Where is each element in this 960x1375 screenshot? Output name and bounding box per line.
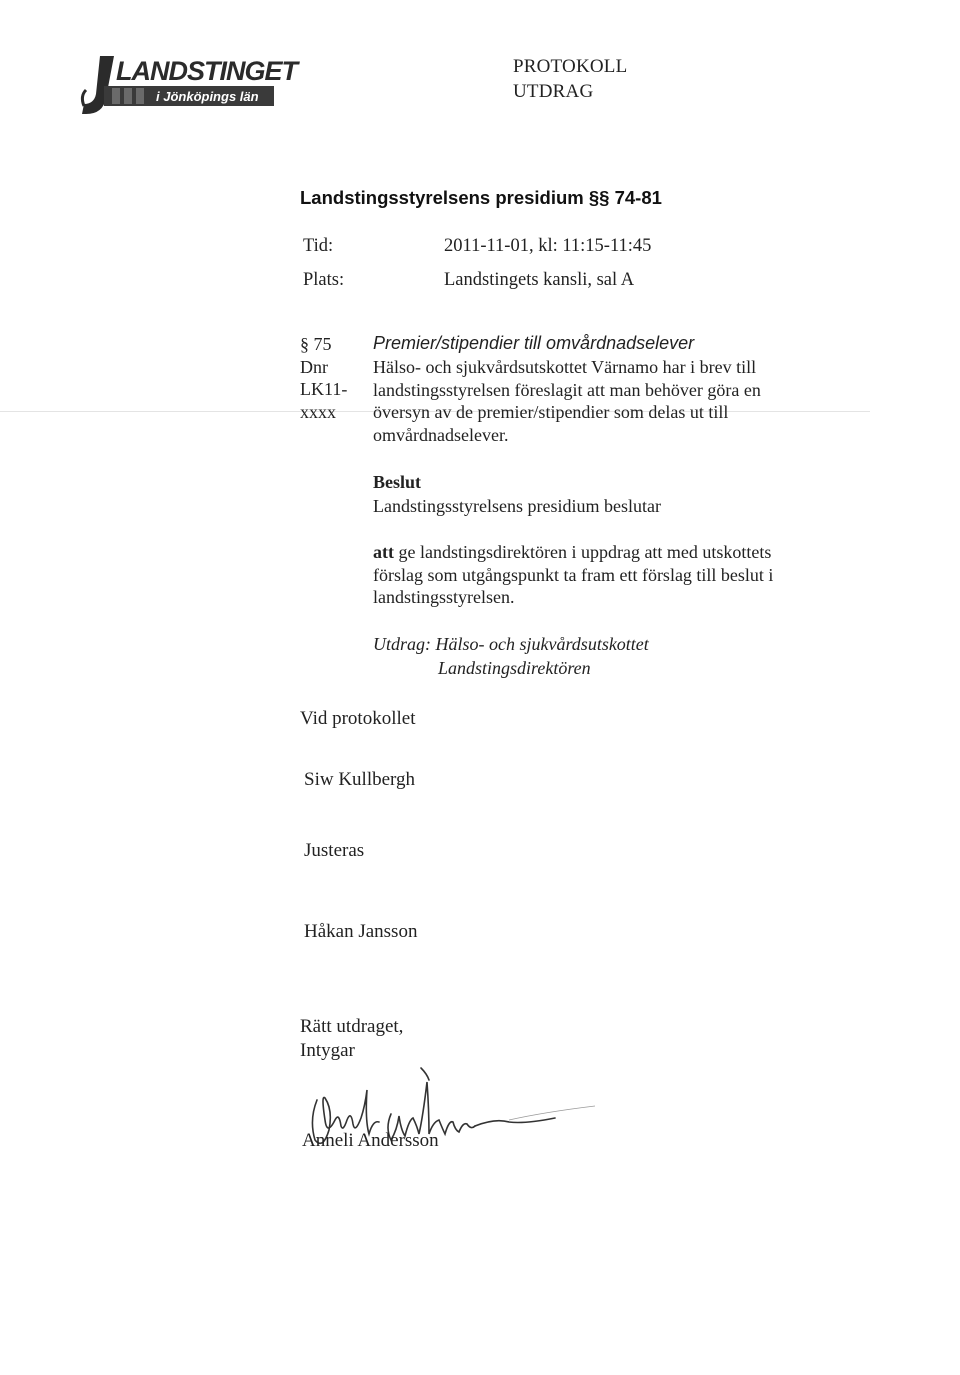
certifier-name: Anneli Andersson xyxy=(302,1130,439,1151)
dnr-number-line1: LK11- xyxy=(300,379,348,399)
item-title: Premier/stipendier till omvårdnadselever xyxy=(373,333,695,353)
item-body-line: omvårdnadselever. xyxy=(373,424,509,445)
dnr-number-line2: xxxx xyxy=(300,402,336,422)
logo-subtitle: i Jönköpings län xyxy=(156,89,259,104)
vid-protokollet-label: Vid protokollet xyxy=(300,708,416,729)
extract-distribution xyxy=(373,632,649,680)
extract-line: Utdrag: Hälso- och sjukvårdsutskottet xyxy=(373,634,649,654)
landstinget-logo xyxy=(76,50,297,120)
item-body xyxy=(373,356,843,446)
paragraph-number: § 75 xyxy=(300,334,332,354)
place-value: Landstingets kansli, sal A xyxy=(444,270,635,290)
item-body-line: Hälso- och sjukvårdsutskottet Värnamo har i brev till xyxy=(373,357,757,377)
place-label: Plats: xyxy=(303,270,345,290)
time-value: 2011-11-01, kl: 11:15-11:45 xyxy=(444,236,652,256)
extract-line: Landstingsdirektören xyxy=(438,658,591,678)
decision-text xyxy=(373,541,843,609)
time-label: Tid: xyxy=(303,236,334,256)
decision-line: landstingsstyrelsen. xyxy=(373,587,515,607)
adjuster-name: Håkan Jansson xyxy=(304,921,418,942)
decision-intro: Landstingsstyrelsens presidium beslutar xyxy=(373,496,661,516)
item-body-line: översyn av de premier/stipendier som delas ut till xyxy=(373,402,729,422)
document-type: PROTOKOLL xyxy=(513,56,628,77)
ratt-utdraget-label: Rätt utdraget, xyxy=(300,1016,404,1037)
decision-heading: Beslut xyxy=(373,472,422,492)
justeras-label: Justeras xyxy=(304,840,365,861)
dnr-label: Dnr xyxy=(300,357,328,377)
logo-title: LANDSTINGET xyxy=(116,56,297,86)
logo-graphic xyxy=(76,50,297,120)
intygar-label: Intygar xyxy=(300,1040,355,1061)
item-body-line: landstingsstyrelsen föreslagit att man behöver göra en xyxy=(373,379,761,400)
att-keyword: att xyxy=(373,542,394,562)
meeting-title: Landstingsstyrelsens presidium §§ 74-81 xyxy=(300,187,662,208)
secretary-name: Siw Kullbergh xyxy=(304,769,416,790)
decision-line: ge landstingsdirektören i uppdrag att med utskottets xyxy=(394,542,772,562)
document-subtype: UTDRAG xyxy=(513,81,594,102)
decision-line: förslag som utgångspunkt ta fram ett förslag till beslut i xyxy=(373,564,774,585)
